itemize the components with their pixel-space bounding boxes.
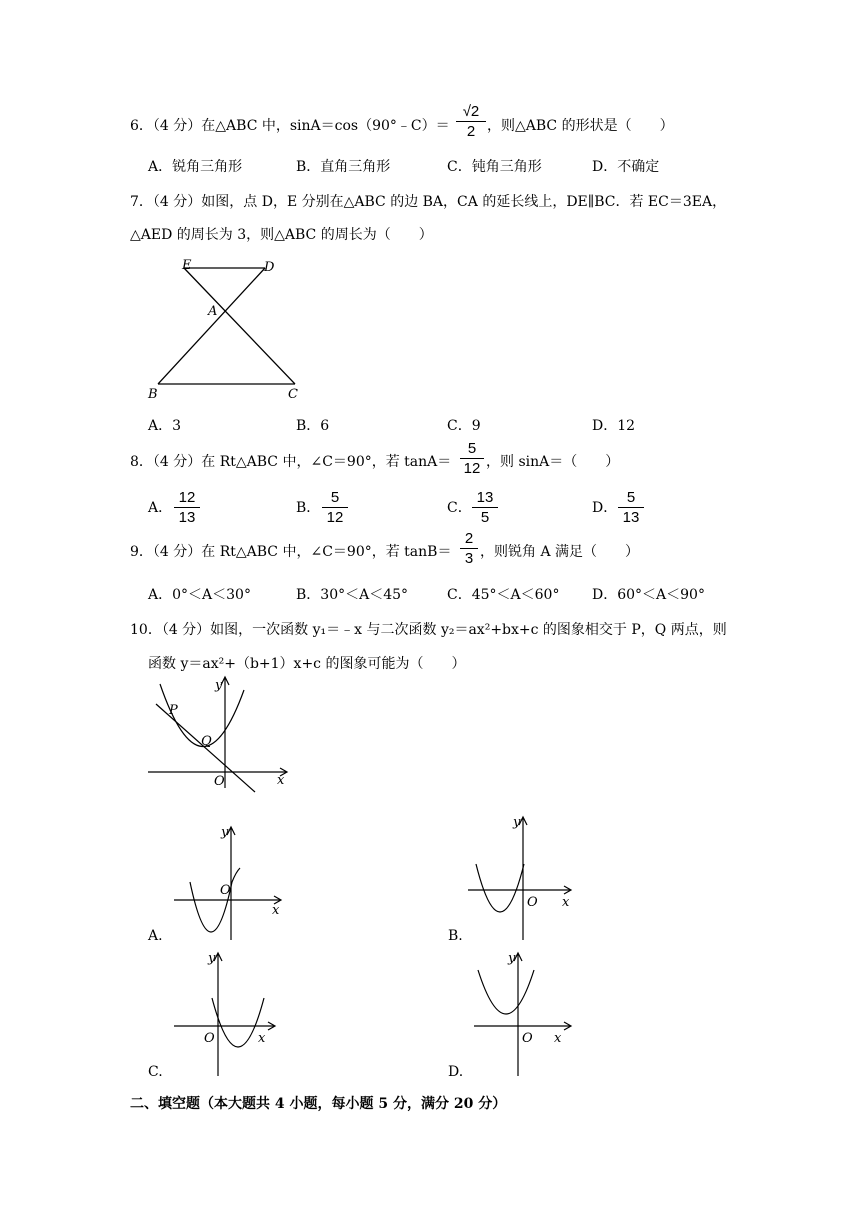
q10-option-d-label[interactable]: D. — [448, 1064, 464, 1080]
q7-option-a[interactable]: A．3 — [148, 418, 182, 434]
q8-option-b-den: 12 — [326, 509, 344, 526]
q9-option-b[interactable]: B．30°＜A＜45° — [296, 587, 409, 603]
q8-option-b-letter[interactable]: B． — [296, 500, 321, 516]
q6-option-a[interactable]: A．锐角三角形 — [148, 159, 243, 175]
q10-c-y-label: y — [208, 951, 216, 966]
q10-b-y-label: y — [513, 815, 521, 830]
q8-option-a-num: 12 — [178, 489, 196, 506]
q10-a-y-label: y — [221, 825, 229, 840]
q10-option-a-label[interactable]: A. — [148, 928, 163, 944]
section-2-heading: 二、填空题（本大题共 4 小题，每小题 5 分，满分 20 分） — [130, 1096, 507, 1112]
q10-main-x-label: x — [277, 773, 285, 788]
q8-prefix: 8．（4 分）在 Rt△ABC 中，∠C＝90°，若 tanA＝ — [130, 454, 452, 470]
q8-suffix: ，则 sinA＝（ ） — [486, 454, 620, 470]
q10-c-origin-label: O — [204, 1031, 215, 1046]
q9-frac-num: 2 — [464, 530, 474, 547]
q10-main-y-label: y — [215, 678, 223, 693]
q8-option-b-fraction[interactable] — [322, 489, 348, 526]
q10-b-x-label: x — [562, 895, 570, 910]
q7-label-d: D — [264, 260, 275, 275]
q8-option-d-den: 13 — [622, 509, 640, 526]
q7-option-c[interactable]: C．9 — [447, 418, 481, 434]
q8-option-d-num: 5 — [626, 489, 636, 506]
q8-option-c-num: 13 — [476, 489, 494, 506]
q10-option-b-graph[interactable] — [468, 812, 580, 940]
q10-a-x-label: x — [272, 903, 280, 918]
q7-label-b: B — [148, 387, 158, 402]
q10-main-q-label: Q — [201, 734, 212, 749]
q10-b-origin-label: O — [527, 895, 538, 910]
q8-option-b-num: 5 — [330, 489, 340, 506]
q6-frac-num: √2 — [462, 103, 480, 120]
q6-fraction — [456, 103, 486, 140]
q7-option-b[interactable]: B．6 — [296, 418, 330, 434]
q6-stem — [130, 116, 450, 136]
q7-option-d[interactable]: D．12 — [592, 418, 636, 434]
q10-option-c-label[interactable]: C. — [148, 1064, 163, 1080]
q8-option-c-fraction[interactable] — [472, 489, 498, 526]
q8-fraction — [460, 440, 484, 477]
q10-option-d-graph[interactable] — [474, 948, 586, 1076]
q10-option-b-label[interactable]: B. — [448, 928, 463, 944]
q10-main-figure — [148, 676, 298, 792]
q7-stem-line1: 7．（4 分）如图，点 D，E 分别在△ABC 的边 BA，CA 的延长线上，DE∥BC．若 EC＝3EA， — [130, 194, 727, 210]
q9-option-a[interactable]: A．0°＜A＜30° — [148, 587, 251, 603]
q9-option-c[interactable]: C．45°＜A＜60° — [447, 587, 560, 603]
q10-option-a-graph[interactable] — [174, 822, 286, 940]
q8-option-d-letter[interactable]: D． — [592, 500, 618, 516]
q8-option-c-den: 5 — [480, 509, 490, 526]
q10-d-y-label: y — [508, 951, 516, 966]
q10-stem-line2: 函数 y＝ax²+（b+1）x+c 的图象可能为（ ） — [148, 656, 466, 672]
q10-d-x-label: x — [554, 1031, 562, 1046]
q10-main-p-label: P — [169, 703, 178, 718]
q6-option-b[interactable]: B．直角三角形 — [296, 159, 391, 175]
q7-label-c: C — [288, 387, 298, 402]
q10-main-origin-label: O — [214, 774, 225, 789]
q8-option-a-den: 13 — [178, 509, 196, 526]
q6-suffix: ，则△ABC 的形状是（ ） — [487, 118, 674, 134]
q6-option-d[interactable]: D．不确定 — [592, 159, 660, 175]
q9-frac-den: 3 — [464, 550, 474, 567]
q6-frac-den: 2 — [466, 123, 476, 140]
q7-label-e: E — [182, 258, 192, 273]
q9-option-d[interactable]: D．60°＜A＜90° — [592, 587, 705, 603]
q8-option-a-fraction[interactable] — [174, 489, 200, 526]
q8-option-a-letter[interactable]: A． — [148, 500, 173, 516]
q10-stem-line1: 10．（4 分）如图，一次函数 y₁＝﹣x 与二次函数 y₂＝ax²+bx+c 的图象相交于 P，Q 两点，则 — [130, 622, 727, 638]
q7-figure — [140, 256, 320, 406]
q7-stem-line2: △AED 的周长为 3，则△ABC 的周长为（ ） — [130, 227, 433, 243]
q9-fraction — [460, 530, 478, 567]
q8-option-d-fraction[interactable] — [618, 489, 644, 526]
q10-c-x-label: x — [258, 1031, 266, 1046]
q6-prefix: 6．（4 分）在△ABC 中，sinA＝cos（90°﹣C）＝ — [130, 118, 450, 134]
q10-option-c-graph[interactable] — [174, 948, 286, 1076]
q10-a-origin-label: O — [220, 883, 231, 898]
q8-option-c-letter[interactable]: C． — [447, 500, 472, 516]
q8-frac-den: 12 — [463, 460, 481, 477]
q6-option-c[interactable]: C．钝角三角形 — [447, 159, 542, 175]
q8-frac-num: 5 — [467, 440, 477, 457]
q10-d-origin-label: O — [522, 1031, 533, 1046]
q9-prefix: 9．（4 分）在 Rt△ABC 中，∠C＝90°，若 tanB＝ — [130, 544, 452, 560]
q7-label-a: A — [208, 304, 218, 319]
q9-suffix: ，则锐角 A 满足（ ） — [480, 544, 640, 560]
